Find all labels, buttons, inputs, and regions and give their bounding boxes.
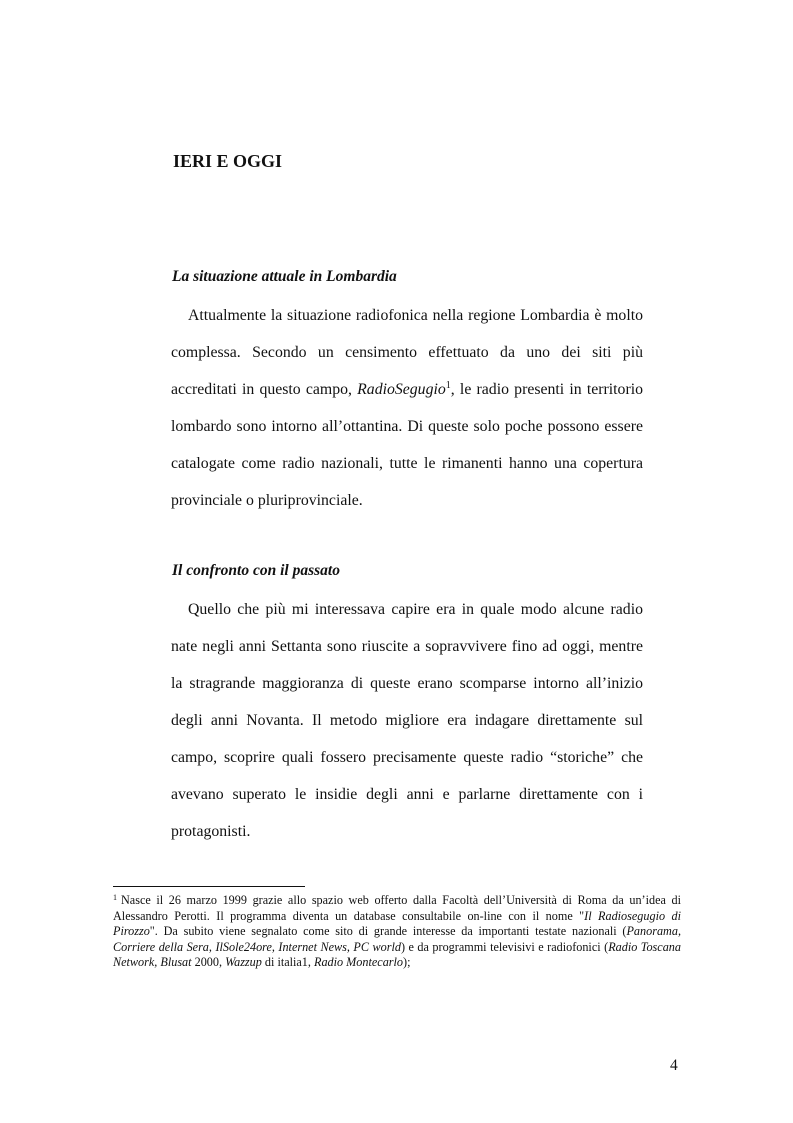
footnote-text: Nasce il 26 marzo 1999 grazie allo spazio web offerto dalla Facoltà dell’Università di Roma da un’idea di Alessandro Perotti. Il programma diventa un database consultabile on-line con il nome " [113, 893, 681, 923]
footnote-text: di italia1, [261, 955, 314, 970]
footnote-italic: Radio Montecarlo [314, 955, 404, 970]
paragraph-passato: Quello che più mi interessava capire era in quale modo alcune radio nate negli anni Settanta sono riuscite a sopravvivere fino ad oggi, mentre la stragrande maggioranza di queste erano scomparse intorno all’inizio degli anni Novanta. Il metodo migliore era indagare direttamente sul campo, scoprire quali fossero precisamente queste radio “storiche” che avevano superato le insidie degli anni e parlarne direttamente con i protagonisti. [171, 601, 643, 840]
section-heading-lombardia: La situazione attuale in Lombardia [172, 268, 397, 285]
footnote-divider [113, 886, 305, 887]
section-heading-passato: Il confronto con il passato [172, 562, 340, 579]
footnote-italic: Wazzup [225, 955, 262, 970]
footnote [113, 893, 681, 971]
page-number: 4 [670, 1057, 678, 1074]
footnote-text: ); [403, 955, 411, 970]
chapter-title: IERI E OGGI [173, 151, 283, 171]
footnote-reference: 1 [445, 380, 451, 391]
footnote-italic: Il Radiosegugio di Pirozzo [113, 908, 681, 939]
footnote-number: 1 [113, 893, 117, 902]
paragraph-lombardia [171, 297, 643, 519]
footnote-text: ) e da programmi televisivi e radiofonici ( [400, 939, 609, 954]
footnote-text: 2000, [191, 955, 226, 970]
paragraph-text: Attualmente la situazione radiofonica nella regione Lombardia è molto complessa. Secondo un censimento effettuato da uno dei siti più accreditati in questo campo, [171, 307, 643, 398]
radiosegugio-emphasis: RadioSegugio [357, 381, 446, 398]
paragraph-text: , le radio presenti in territorio lombardo sono intorno all’ottantina. Di queste solo poche possono essere catalogate come radio nazionali, tutte le rimanenti hanno una copertura provinciale o pluriprovinciale. [171, 381, 643, 509]
footnote-italic: Radio Toscana Network, Blusat [113, 939, 681, 970]
footnote-italic: Panorama, Corriere della Sera, IlSole24ore, Internet News, PC world [113, 924, 681, 954]
footnote-text: ". Da subito viene segnalato come sito di grande interesse da importanti testate nazionali ( [149, 924, 627, 939]
